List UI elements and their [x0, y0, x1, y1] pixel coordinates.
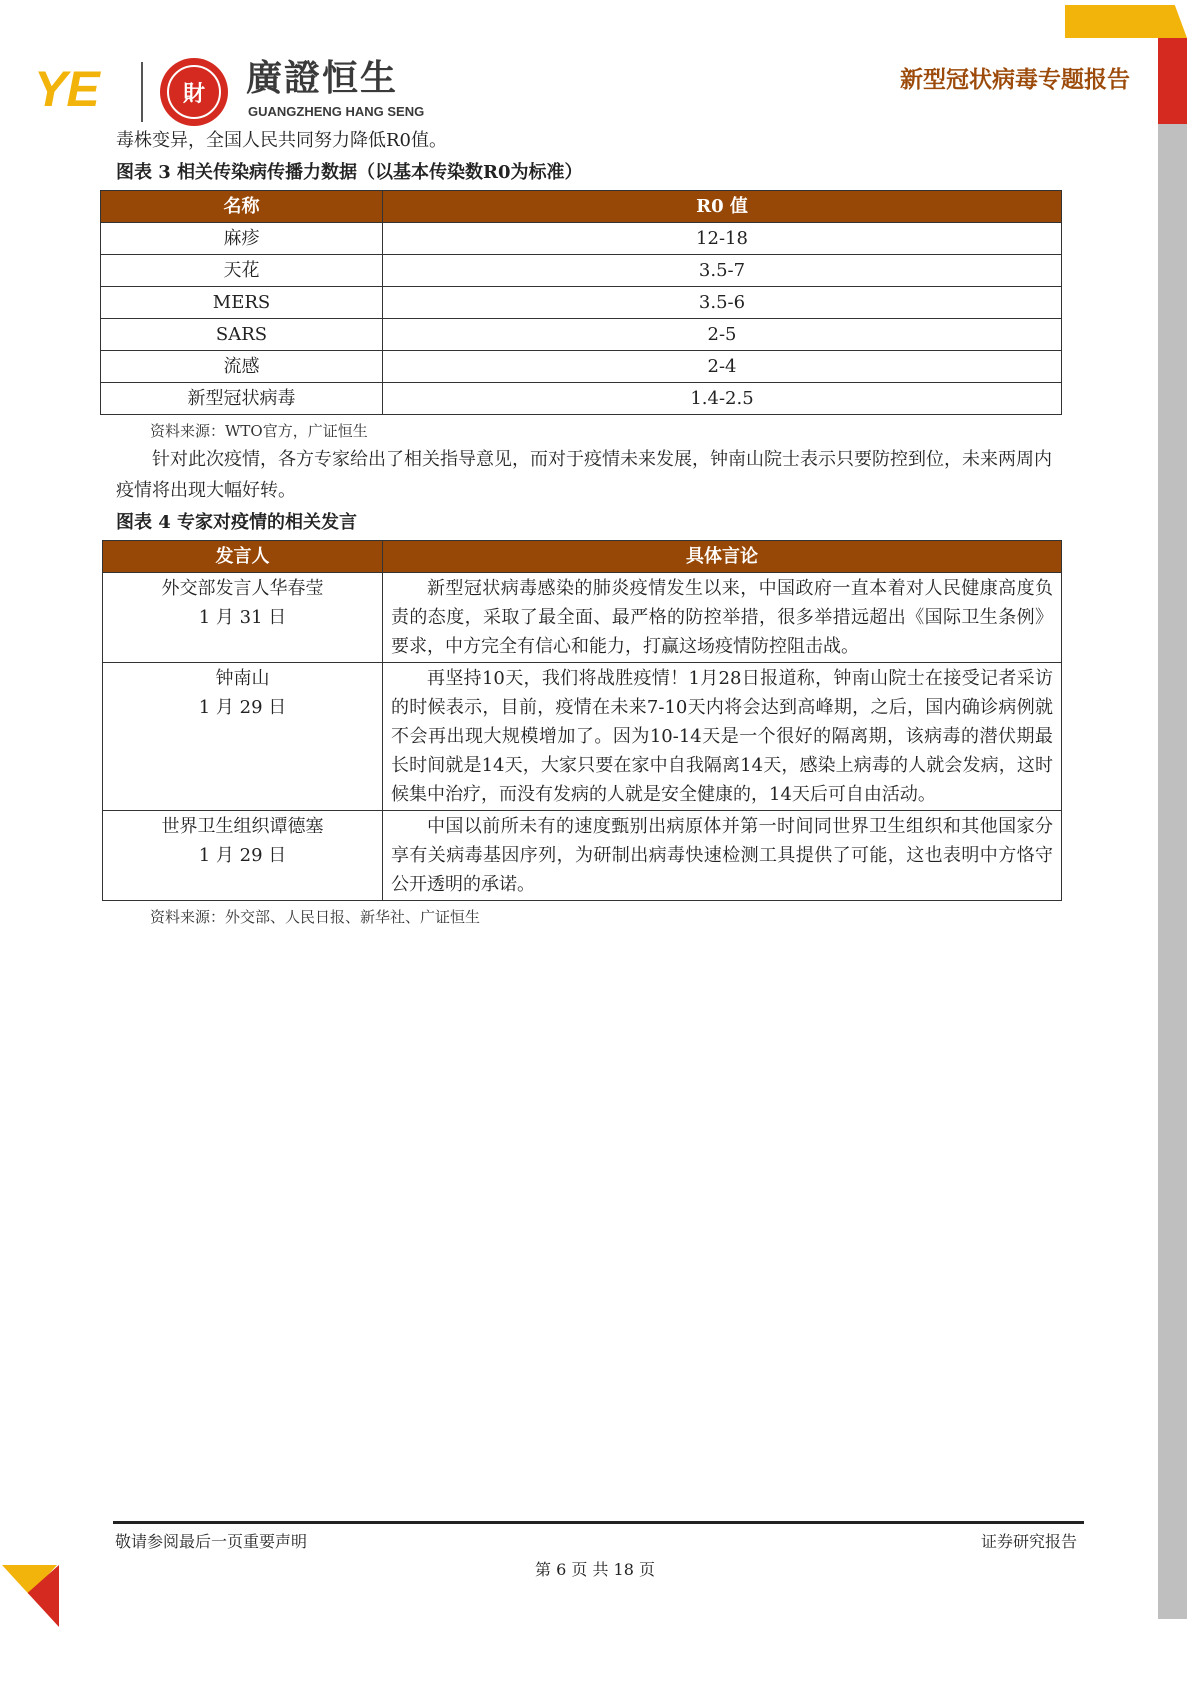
- table3-source: 资料来源：WTO官方，广证恒生: [150, 422, 368, 440]
- col-header-statement: 具体言论: [383, 541, 1062, 573]
- r0-value: 2-5: [383, 319, 1062, 351]
- table4-caption: 图表 4 专家对疫情的相关发言: [116, 512, 358, 533]
- disease-name: 新型冠状病毒: [101, 383, 383, 415]
- statement: 中国以前所未有的速度甄别出病原体并第一时间同世界卫生组织和其他国家分享有关病毒基因序列，为研制出病毒快速检测工具提供了可能，这也表明中方恪守公开透明的承诺。: [383, 811, 1062, 901]
- table-row: [101, 287, 1062, 319]
- disease-name: MERS: [101, 287, 383, 319]
- main-content: [100, 125, 1062, 930]
- table-row: [103, 573, 1062, 663]
- table-row: [101, 383, 1062, 415]
- table3-caption: 图表 3 相关传染病传播力数据（以基本传染数R0为标准）: [116, 162, 583, 183]
- company-seal-icon: 財: [160, 58, 228, 126]
- col-header-name: 名称: [101, 191, 383, 223]
- footer-divider: [113, 1521, 1084, 1524]
- statement: 新型冠状病毒感染的肺炎疫情发生以来，中国政府一直本着对人民健康高度负责的态度，采取了最全面、最严格的防控举措，很多举措远超出《国际卫生条例》要求，中方完全有信心和能力，打赢这场疫情防控阻击战。: [383, 573, 1062, 663]
- table-row: [101, 223, 1062, 255]
- footer-report-type: 证券研究报告: [980, 1532, 1077, 1551]
- col-header-r0: R0 值: [383, 191, 1062, 223]
- r0-value: 3.5-6: [383, 287, 1062, 319]
- table-row: [103, 811, 1062, 901]
- disease-name: SARS: [101, 319, 383, 351]
- report-title: 新型冠状病毒专题报告: [900, 67, 1130, 93]
- intro-text: 毒株变异，全国人民共同努力降低R0值。: [116, 130, 448, 151]
- disease-name: 流感: [101, 351, 383, 383]
- decorative-yellow-tab: [1065, 5, 1187, 38]
- r0-value: 1.4-2.5: [383, 383, 1062, 415]
- table4-source: 资料来源：外交部、人民日报、新华社、广证恒生: [150, 908, 481, 926]
- table-row: [101, 351, 1062, 383]
- speaker: 外交部发言人华春莹: [161, 578, 324, 599]
- page-number: 第 6 页 共 18 页: [535, 1560, 655, 1579]
- brand-name-en: GUANGZHENG HANG SENG: [248, 104, 425, 119]
- table-row: [103, 663, 1062, 811]
- speaker: 钟南山: [215, 668, 270, 689]
- company-logo-mark: YE: [34, 61, 99, 117]
- disease-name: 天花: [101, 255, 383, 287]
- decorative-red-bar: [1158, 38, 1187, 124]
- speaker: 世界卫生组织谭德塞: [161, 816, 324, 837]
- brand-name-cn: 廣證恒生: [246, 58, 399, 99]
- logo-divider: [141, 62, 143, 122]
- r0-value: 3.5-7: [383, 255, 1062, 287]
- r0-value: 2-4: [383, 351, 1062, 383]
- date: 1 月 29 日: [198, 697, 287, 718]
- date: 1 月 31 日: [198, 607, 287, 628]
- expert-statements-table: [102, 540, 1062, 901]
- date: 1 月 29 日: [198, 845, 287, 866]
- r0-table: [100, 190, 1062, 415]
- statement: 再坚持10天，我们将战胜疫情！1月28日报道称，钟南山院士在接受记者采访的时候表示，目前，疫情在未来7-10天内将会达到高峰期，之后，国内确诊病例就不会再出现大规模增加了。因为10-14天是一个很好的隔离期，该病毒的潜伏期最长时间就是14天，大家只要在家中自我隔离14天，感染上病毒的人就会发病，这时候集中治疗，而没有发病的人就是安全健康的，14天后可自由活动。: [383, 663, 1062, 811]
- decorative-gray-bar: [1158, 124, 1187, 1619]
- table-row: [101, 255, 1062, 287]
- col-header-speaker: 发言人: [103, 541, 383, 573]
- disease-name: 麻疹: [101, 223, 383, 255]
- r0-value: 12-18: [383, 223, 1062, 255]
- footer-disclaimer: 敬请参阅最后一页重要声明: [115, 1532, 308, 1551]
- table-row: [101, 319, 1062, 351]
- body-paragraph: 针对此次疫情，各方专家给出了相关指导意见，而对于疫情未来发展，钟南山院士表示只要防控到位，未来两周内疫情将出现大幅好转。: [116, 449, 1052, 501]
